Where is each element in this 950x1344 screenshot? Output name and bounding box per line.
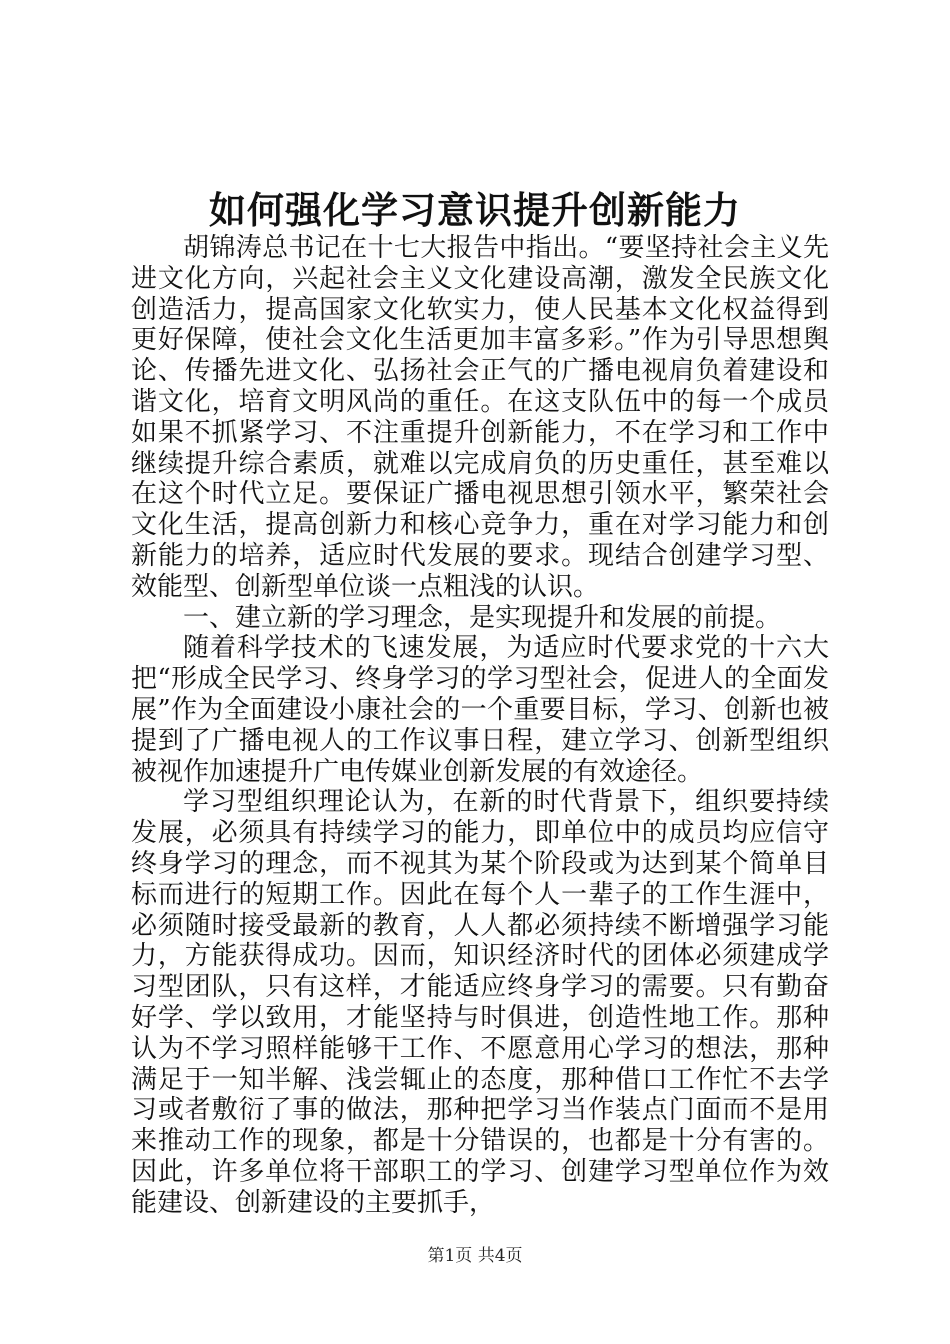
paragraph-background: 随着科学技术的飞速发展，为适应时代要求党的十六大把“形成全民学习、终身学习的学习型社会，促进人的全面发展”作为全面建设小康社会的一个重要目标，学习、创新也被提到了广播电视人的工作议事日程，建立学习、创新型组织被视作加速提升广电传媒业创新发展的有效途径。 xyxy=(131,633,829,787)
document-title: 如何强化学习意识提升创新能力 xyxy=(209,188,741,232)
paragraph-learning-organization: 学习型组织理论认为，在新的时代背景下，组织要持续发展，必须具有持续学习的能力，即单位中的成员均应信守终身学习的理念，而不视其为某个阶段或为达到某个简单目标而进行的短期工作。因此在每个人一辈子的工作生涯中，必须随时接受最新的教育，人人都必须持续不断增强学习能力，方能获得成功。因而，知识经济时代的团体必须建成学习型团队，只有这样，才能适应终身学习的需要。只有勤奋好学、学以致用，才能坚持与时俱进，创造性地工作。那种认为不学习照样能够干工作、不愿意用心学习的想法，那种满足于一知半解、浅尝辄止的态度，那种借口工作忙不去学习或者敷衍了事的做法，那种把学习当作装点门面而不是用来推动工作的现象，都是十分错误的，也都是十分有害的。因此，许多单位将干部职工的学习、创建学习型单位作为效能建设、创新建设的主要抓手， xyxy=(131,787,829,1218)
document-body xyxy=(131,233,829,1219)
paragraph-section-heading: 一、建立新的学习理念，是实现提升和发展的前提。 xyxy=(183,602,782,633)
page-number-footer: 第1页 共4页 xyxy=(427,1246,523,1266)
paragraph-intro: 胡锦涛总书记在十七大报告中指出。“要坚持社会主义先进文化方向，兴起社会主义文化建设高潮，激发全民族文化创造活力，提高国家文化软实力，使人民基本文化权益得到更好保障，使社会文化生活更加丰富多彩。”作为引导思想舆论、传播先进文化、弘扬社会正气的广播电视肩负着建设和谐文化，培育文明风尚的重任。在这支队伍中的每一个成员如果不抓紧学习、不注重提升创新能力，不在学习和工作中继续提升综合素质，就难以完成肩负的历史重任，甚至难以在这个时代立足。要保证广播电视思想引领水平，繁荣社会文化生活，提高创新力和核心竞争力，重在对学习能力和创新能力的培养，适应时代发展的要求。现结合创建学习型、效能型、创新型单位谈一点粗浅的认识。 xyxy=(131,233,829,602)
